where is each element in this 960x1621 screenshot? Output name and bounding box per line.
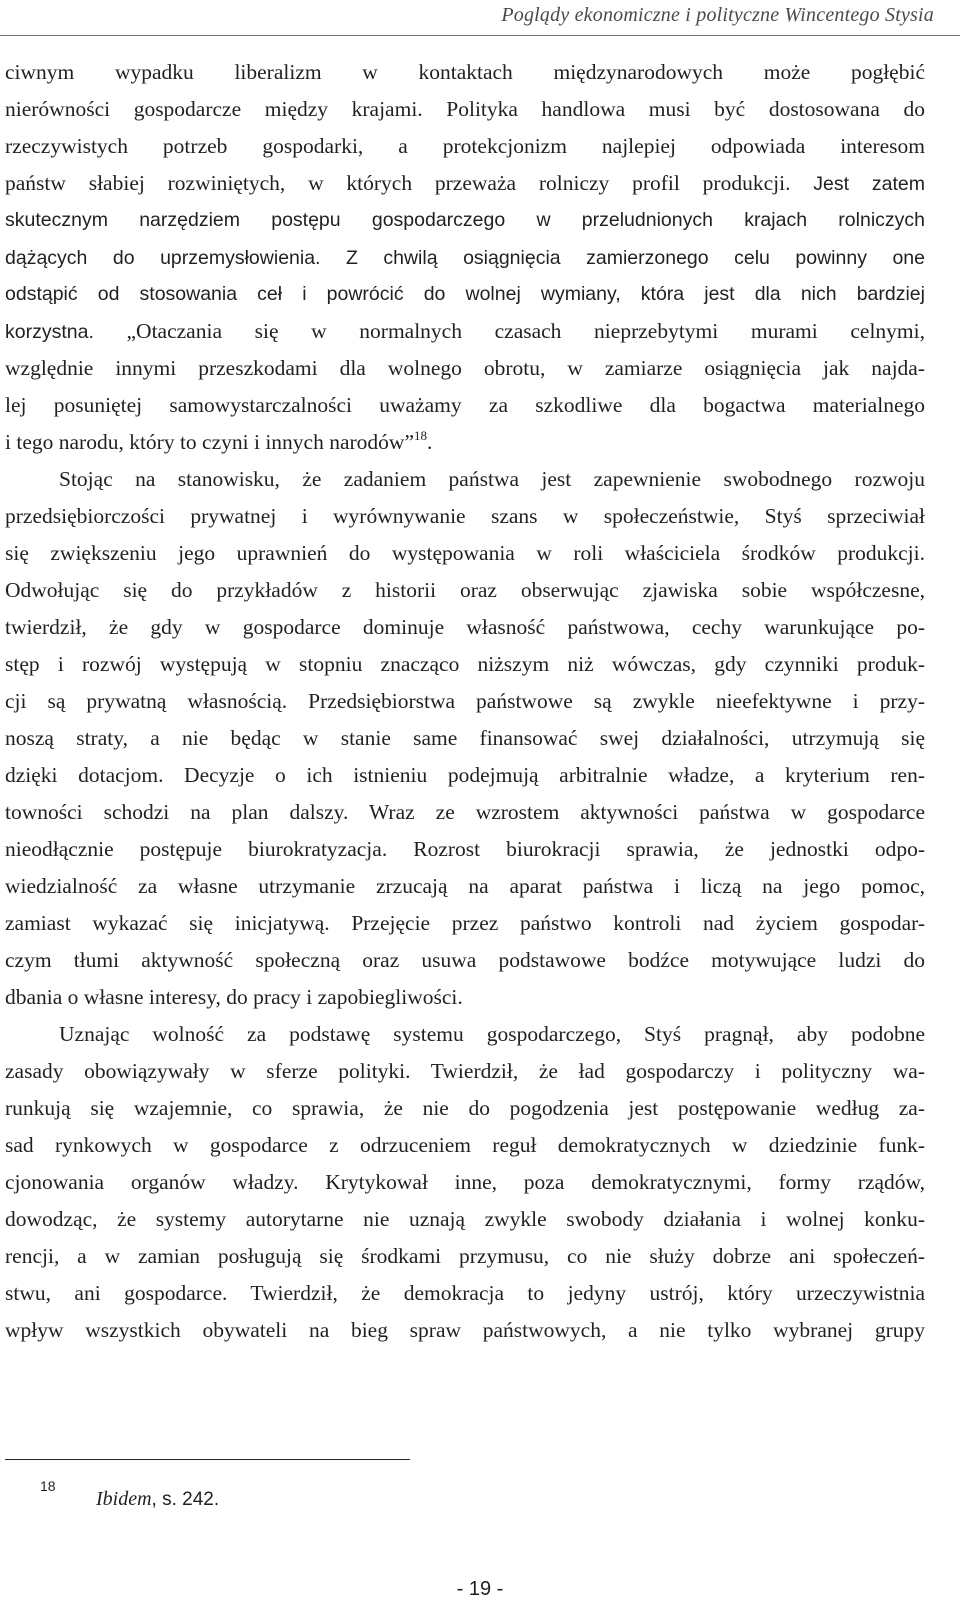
footnote-number: 18 xyxy=(40,1478,56,1494)
text-line: względnie innymi przeszkodami dla wolnego obrotu, w zamiarze osiągnięcia jak najda- xyxy=(5,356,925,380)
text-line: Stojąc na stanowisku, że zadaniem państwa jest zapewnienie swobodnego rozwoju xyxy=(59,467,925,491)
footnote-reference: 18 xyxy=(414,428,427,443)
text-line xyxy=(5,165,925,202)
text-line: zasady obowiązywały w sferze polityki. Twierdził, że ład gospodarczy i polityczny wa- xyxy=(5,1059,925,1083)
paragraph-1 xyxy=(5,54,925,461)
text-line: twierdził, że gdy w gospodarce dominuje własność państwowa, cechy warunkujące po- xyxy=(5,615,925,639)
text-line: skutecznym narzędziem postępu gospodarczego w przeludnionych krajach rolniczych xyxy=(5,209,925,231)
sans-segment: korzystna. xyxy=(5,321,94,343)
text-line: ciwnym wypadku liberalizm w kontaktach międzynarodowych może pogłębić xyxy=(5,60,925,84)
text-line: wpływ wszystkich obywateli na bieg spraw państwowych, a nie tylko wybranej grupy xyxy=(5,1318,925,1342)
text-line: odstąpić od stosowania ceł i powrócić do wolnej wymiany, która jest dla nich bardziej xyxy=(5,283,925,305)
text-segment: państw słabiej rozwiniętych, w których przeważa rolniczy profil produkcji. xyxy=(5,171,791,195)
text-line: dzięki dotacjom. Decyzje o ich istnieniu podejmują arbitralnie władze, a kryterium ren- xyxy=(5,763,925,787)
text-segment: i tego narodu, który to czyni i innych narodów” xyxy=(5,430,414,454)
text-line: czym tłumi aktywność społeczną oraz usuwa podstawowe bodźce motywujące ludzi do xyxy=(5,948,925,972)
text-line: sad rynkowych w gospodarce z odrzuceniem reguł demokratycznych w dziedzinie funk- xyxy=(5,1133,925,1157)
paragraph-3 xyxy=(5,1016,925,1349)
sans-segment: Z chwilą osiągnięcia zamierzonego celu powinny one xyxy=(345,247,925,269)
text-line: nierówności gospodarcze między krajami. Polityka handlowa musi być dostosowana do xyxy=(5,97,925,121)
text-line: cji są prywatną własnością. Przedsiębiorstwa państwowe są zwykle nieefektywne i przy- xyxy=(5,689,925,713)
text-line: stęp i rozwój występują w stopniu znacząco niższym niż wówczas, gdy czynniki produk- xyxy=(5,652,925,676)
sans-segment: dążących do uprzemysłowienia. xyxy=(5,247,321,269)
text-segment: . xyxy=(427,430,433,454)
footnote-divider xyxy=(5,1459,410,1460)
text-line: rencji, a w zamian posługują się środkami przymusu, co nie służy dobrze ani społeczeń- xyxy=(5,1244,925,1268)
page-number: - 19 - xyxy=(456,1578,504,1600)
text-line: runkują się wzajemnie, co sprawia, że nie do pogodzenia jest postępowanie według za- xyxy=(5,1096,925,1120)
footnote-text xyxy=(96,1488,219,1511)
text-line: noszą straty, a nie będąc w stanie same finansować swej działalności, utrzymują się xyxy=(5,726,925,750)
text-line xyxy=(5,424,925,461)
text-line: lej posuniętej samowystarczalności uważamy za szkodliwe dla bogactwa materialnego xyxy=(5,393,925,417)
text-line xyxy=(5,239,925,276)
text-line: stwu, ani gospodarce. Twierdził, że demokracja to jedyny ustrój, który urzeczywistnia xyxy=(5,1281,925,1305)
text-line: towności schodzi na plan dalszy. Wraz ze wzrostem aktywności państwa w gospodarce xyxy=(5,800,925,824)
text-line: przedsiębiorczości prywatnej i wyrównywanie szans w społeczeństwie, Styś sprzeciwiał xyxy=(5,504,925,528)
text-line: dbania o własne interesy, do pracy i zapobiegliwości. xyxy=(5,985,463,1009)
text-line: cjonowania organów władzy. Krytykował inne, poza demokratycznymi, formy rządów, xyxy=(5,1170,925,1194)
running-title: Poglądy ekonomiczne i polityczne Wincentego Stysia xyxy=(501,4,934,26)
text-line: się zwiększeniu jego uprawnień do występowania w roli właściciela środków produkcji. xyxy=(5,541,925,565)
quote-segment: „Otaczania się w normalnych czasach nieprzebytymi murami celnymi, xyxy=(126,319,926,343)
text-line: wiedzialność za własne utrzymanie zrzucają na aparat państwa i liczą na jego pomoc, xyxy=(5,874,925,898)
text-line: Uznając wolność za podstawę systemu gospodarczego, Styś pragnął, aby podobne xyxy=(59,1022,925,1046)
text-line xyxy=(5,313,925,350)
sans-segment: Jest zatem xyxy=(813,173,925,195)
body-text xyxy=(5,54,925,1349)
paragraph-2 xyxy=(5,461,925,1016)
footnote-source: Ibidem xyxy=(96,1488,152,1510)
footnote-page-ref: , s. 242. xyxy=(151,1489,220,1510)
text-line: dowodząc, że systemy autorytarne nie uznają zwykle swobody działania i wolnej konku- xyxy=(5,1207,925,1231)
text-line: zamiast wykazać się inicjatywą. Przejęcie przez państwo kontroli nad życiem gospodar- xyxy=(5,911,925,935)
text-line: nieodłącznie postępuje biurokratyzacja. Rozrost biurokracji sprawia, że jednostki odpo- xyxy=(5,837,925,861)
running-header xyxy=(0,0,960,36)
text-line: rzeczywistych potrzeb gospodarki, a protekcjonizm najlepiej odpowiada interesom xyxy=(5,134,925,158)
text-line: Odwołując się do przykładów z historii oraz obserwując zjawiska sobie współczesne, xyxy=(5,578,925,602)
